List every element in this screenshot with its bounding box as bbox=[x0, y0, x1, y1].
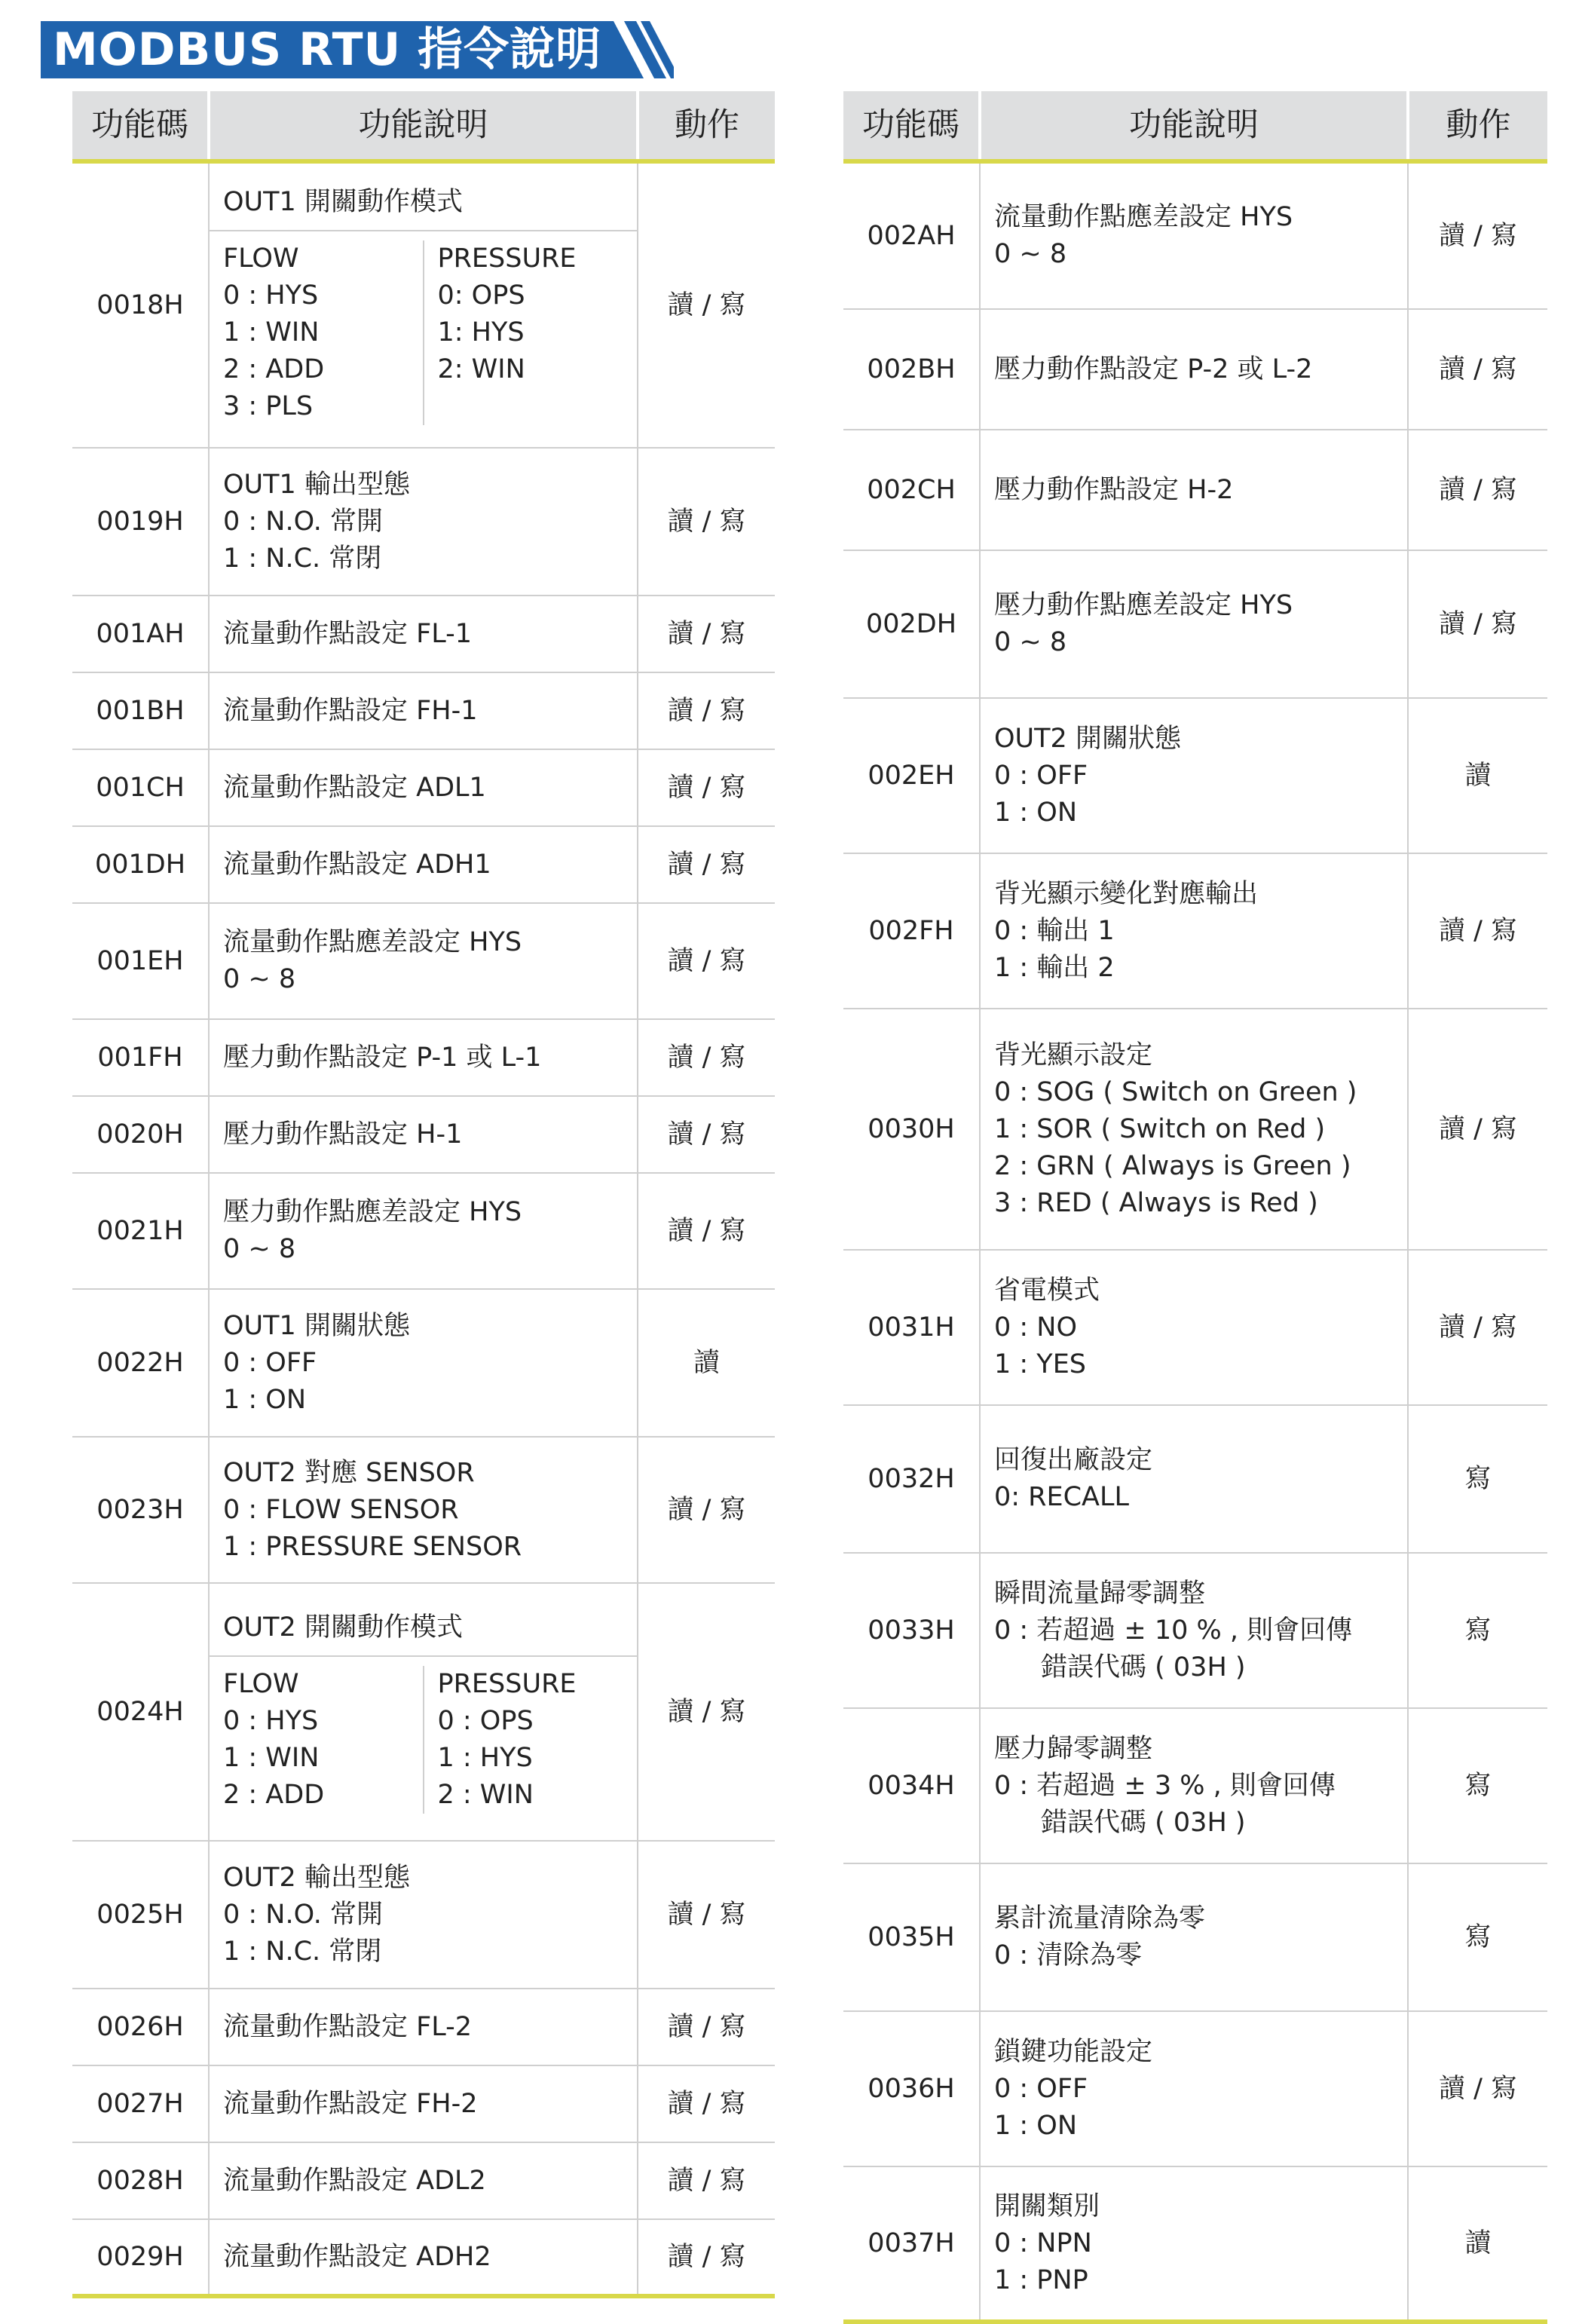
description-line: 累計流量清除為零 bbox=[994, 1903, 1206, 1934]
access-mode: 讀 / 寫 bbox=[1408, 309, 1547, 430]
register-code: 002AH bbox=[843, 161, 980, 309]
description-line: 錯誤代碼 ( 03H ) bbox=[1041, 1807, 1246, 1838]
register-description bbox=[209, 2219, 638, 2296]
register-description bbox=[980, 1405, 1408, 1553]
flow-mode-line: 1 : WIN bbox=[223, 1742, 320, 1773]
access-mode: 寫 bbox=[1408, 1863, 1547, 2011]
description-line: OUT2 對應 SENSOR bbox=[223, 1457, 475, 1488]
description-line: 0 ~ 8 bbox=[994, 627, 1067, 657]
table-header-row bbox=[72, 91, 775, 161]
header-action: 動作 bbox=[638, 91, 775, 161]
description-line: 壓力動作點設定 H-2 bbox=[994, 474, 1234, 505]
description-line: 0 : 若超過 ± 10 % , 則會回傳 bbox=[994, 1615, 1353, 1646]
page-title: MODBUS RTU 指令說明 bbox=[53, 23, 602, 76]
table-row bbox=[72, 1841, 775, 1989]
register-code: 001BH bbox=[72, 672, 209, 749]
register-code: 0037H bbox=[843, 2166, 980, 2322]
register-description bbox=[209, 1437, 638, 1583]
table-row bbox=[843, 1250, 1547, 1405]
table-row bbox=[843, 2011, 1547, 2166]
description-line: 0 : N.O. 常開 bbox=[223, 506, 383, 537]
description-line: 壓力動作點應差設定 HYS bbox=[223, 1197, 522, 1227]
register-description bbox=[209, 448, 638, 596]
table-row bbox=[843, 1863, 1547, 2011]
table-row bbox=[72, 2142, 775, 2219]
access-mode: 讀 / 寫 bbox=[638, 2142, 775, 2219]
table-row bbox=[72, 1583, 775, 1841]
description-line: 省電模式 bbox=[994, 1275, 1100, 1306]
description-line: 流量動作點設定 ADH2 bbox=[223, 2241, 491, 2272]
table-header-row bbox=[843, 91, 1547, 161]
register-description bbox=[980, 698, 1408, 853]
pressure-mode-line: PRESSURE bbox=[437, 243, 577, 274]
mode-options bbox=[210, 231, 637, 437]
register-description bbox=[209, 1841, 638, 1989]
table-row bbox=[72, 1437, 775, 1583]
left-register-table bbox=[72, 91, 775, 2298]
register-description bbox=[980, 853, 1408, 1009]
description-line: 1 : YES bbox=[994, 1349, 1087, 1379]
access-mode: 寫 bbox=[1408, 1405, 1547, 1553]
register-code: 001EH bbox=[72, 903, 209, 1019]
description-line: 流量動作點設定 FL-2 bbox=[223, 2011, 473, 2042]
register-description bbox=[980, 1009, 1408, 1250]
register-code: 002DH bbox=[843, 550, 980, 698]
register-code: 001FH bbox=[72, 1019, 209, 1096]
register-code: 002FH bbox=[843, 853, 980, 1009]
register-description bbox=[209, 2142, 638, 2219]
pressure-mode-column bbox=[424, 1666, 638, 1814]
table-row bbox=[72, 2219, 775, 2296]
description-line: 回復出廠設定 bbox=[994, 1445, 1153, 1475]
table-row bbox=[72, 672, 775, 749]
register-description bbox=[980, 2011, 1408, 2166]
register-description bbox=[209, 596, 638, 672]
access-mode: 讀 / 寫 bbox=[638, 1841, 775, 1989]
register-description bbox=[209, 1173, 638, 1289]
register-code: 0027H bbox=[72, 2065, 209, 2142]
register-description bbox=[980, 309, 1408, 430]
table-row bbox=[72, 826, 775, 903]
table-row bbox=[72, 161, 775, 448]
access-mode: 讀 / 寫 bbox=[638, 749, 775, 826]
register-code: 0030H bbox=[843, 1009, 980, 1250]
description-line: 壓力歸零調整 bbox=[994, 1733, 1153, 1764]
access-mode: 讀 / 寫 bbox=[638, 1437, 775, 1583]
access-mode: 讀 / 寫 bbox=[638, 1173, 775, 1289]
register-description bbox=[209, 672, 638, 749]
register-code: 002BH bbox=[843, 309, 980, 430]
description-line: 0 : OFF bbox=[223, 1347, 317, 1378]
table-row bbox=[72, 596, 775, 672]
register-description bbox=[980, 550, 1408, 698]
table-row bbox=[843, 1405, 1547, 1553]
register-description bbox=[209, 826, 638, 903]
register-code: 0036H bbox=[843, 2011, 980, 2166]
access-mode: 讀 / 寫 bbox=[1408, 430, 1547, 550]
mode-title: OUT2 開關動作模式 bbox=[210, 1599, 637, 1657]
access-mode: 讀 / 寫 bbox=[638, 1989, 775, 2065]
register-code: 001DH bbox=[72, 826, 209, 903]
register-code: 0026H bbox=[72, 1989, 209, 2065]
register-description bbox=[209, 903, 638, 1019]
register-description bbox=[980, 1250, 1408, 1405]
description-line: 流量動作點設定 FL-1 bbox=[223, 618, 473, 649]
title-banner bbox=[41, 21, 674, 78]
table-row bbox=[843, 1009, 1547, 1250]
flow-mode-line: 0 : HYS bbox=[223, 280, 319, 311]
register-description bbox=[980, 1708, 1408, 1863]
access-mode: 讀 / 寫 bbox=[638, 448, 775, 596]
description-line: OUT2 開關狀態 bbox=[994, 723, 1181, 754]
table-row bbox=[843, 853, 1547, 1009]
description-line: 背光顯示變化對應輸出 bbox=[994, 878, 1259, 909]
table-row bbox=[72, 1289, 775, 1437]
pressure-mode-line: 0: OPS bbox=[437, 280, 525, 311]
pressure-mode-line: 1 : HYS bbox=[437, 1742, 533, 1773]
pressure-mode-line: 0 : OPS bbox=[437, 1705, 534, 1736]
register-code: 0022H bbox=[72, 1289, 209, 1437]
description-line: 壓力動作點設定 H-1 bbox=[223, 1119, 463, 1150]
register-code: 0032H bbox=[843, 1405, 980, 1553]
table-row bbox=[843, 550, 1547, 698]
table-row bbox=[843, 1553, 1547, 1708]
register-description bbox=[209, 1989, 638, 2065]
table-row bbox=[72, 1019, 775, 1096]
access-mode: 寫 bbox=[1408, 1708, 1547, 1863]
register-code: 0031H bbox=[843, 1250, 980, 1405]
register-description bbox=[209, 1289, 638, 1437]
description-line: 開關類別 bbox=[994, 2191, 1100, 2221]
access-mode: 讀 bbox=[1408, 698, 1547, 853]
description-line: 0 ~ 8 bbox=[223, 1234, 296, 1264]
description-line: OUT1 輸出型態 bbox=[223, 469, 410, 500]
mode-options bbox=[210, 1657, 637, 1826]
description-line: 1 : N.C. 常閉 bbox=[223, 1936, 382, 1967]
description-line: 0 : SOG ( Switch on Green ) bbox=[994, 1076, 1357, 1107]
description-line: 1 : ON bbox=[223, 1384, 307, 1415]
register-code: 001CH bbox=[72, 749, 209, 826]
access-mode: 讀 / 寫 bbox=[638, 1583, 775, 1841]
pressure-mode-line: 2 : WIN bbox=[437, 1779, 534, 1810]
table-row bbox=[72, 1989, 775, 2065]
register-code: 002CH bbox=[843, 430, 980, 550]
description-line: 0 : FLOW SENSOR bbox=[223, 1494, 459, 1525]
access-mode: 讀 / 寫 bbox=[638, 1019, 775, 1096]
flow-mode-column bbox=[210, 1666, 424, 1814]
flow-mode-line: FLOW bbox=[223, 1668, 299, 1699]
description-line: 瞬間流量歸零調整 bbox=[994, 1578, 1206, 1609]
access-mode: 讀 bbox=[638, 1289, 775, 1437]
register-code: 0018H bbox=[72, 161, 209, 448]
table-row bbox=[72, 903, 775, 1019]
flow-mode-column bbox=[210, 240, 424, 425]
register-description bbox=[209, 2065, 638, 2142]
pressure-mode-column bbox=[424, 240, 638, 425]
access-mode: 讀 / 寫 bbox=[638, 672, 775, 749]
register-code: 0029H bbox=[72, 2219, 209, 2296]
register-description bbox=[209, 161, 638, 448]
description-line: 0 : 若超過 ± 3 % , 則會回傳 bbox=[994, 1770, 1336, 1801]
register-code: 0021H bbox=[72, 1173, 209, 1289]
register-code: 0024H bbox=[72, 1583, 209, 1841]
description-line: 流量動作點應差設定 HYS bbox=[223, 927, 522, 957]
description-line: 0 : NPN bbox=[994, 2228, 1092, 2258]
register-description bbox=[980, 1553, 1408, 1708]
description-line: 0 ~ 8 bbox=[994, 239, 1067, 269]
description-line: 0 : OFF bbox=[994, 2073, 1088, 2104]
access-mode: 讀 / 寫 bbox=[638, 161, 775, 448]
header-description: 功能說明 bbox=[980, 91, 1408, 161]
description-line: 壓力動作點設定 P-2 或 L-2 bbox=[994, 354, 1313, 384]
access-mode: 讀 / 寫 bbox=[1408, 1250, 1547, 1405]
description-line: 流量動作點設定 FH-2 bbox=[223, 2088, 478, 2119]
register-code: 0025H bbox=[72, 1841, 209, 1989]
access-mode: 讀 bbox=[1408, 2166, 1547, 2322]
description-line: OUT1 開關狀態 bbox=[223, 1310, 410, 1341]
access-mode: 讀 / 寫 bbox=[1408, 550, 1547, 698]
header-action: 動作 bbox=[1408, 91, 1547, 161]
header-code: 功能碼 bbox=[843, 91, 980, 161]
register-description bbox=[209, 749, 638, 826]
description-line: 背光顯示設定 bbox=[994, 1040, 1153, 1070]
register-description bbox=[980, 1863, 1408, 2011]
register-code: 0033H bbox=[843, 1553, 980, 1708]
description-line: 1 : N.C. 常閉 bbox=[223, 543, 382, 574]
right-register-table bbox=[843, 91, 1547, 2324]
table-row bbox=[72, 1096, 775, 1173]
description-line: 0 : NO bbox=[994, 1312, 1078, 1343]
register-code: 0020H bbox=[72, 1096, 209, 1173]
description-line: 鎖鍵功能設定 bbox=[994, 2036, 1153, 2067]
register-description bbox=[209, 1583, 638, 1841]
description-line: 0 ~ 8 bbox=[223, 964, 296, 994]
description-line: 流量動作點設定 FH-1 bbox=[223, 695, 478, 726]
description-line: 1 : ON bbox=[994, 797, 1078, 828]
table-row bbox=[843, 309, 1547, 430]
access-mode: 讀 / 寫 bbox=[1408, 853, 1547, 1009]
register-description bbox=[980, 161, 1408, 309]
flow-mode-line: 2 : ADD bbox=[223, 354, 325, 384]
register-code: 0023H bbox=[72, 1437, 209, 1583]
table-row bbox=[843, 430, 1547, 550]
access-mode: 讀 / 寫 bbox=[1408, 2011, 1547, 2166]
description-line: 錯誤代碼 ( 03H ) bbox=[1041, 1652, 1246, 1683]
pressure-mode-line: PRESSURE bbox=[437, 1668, 577, 1699]
register-code: 0035H bbox=[843, 1863, 980, 2011]
header-code: 功能碼 bbox=[72, 91, 209, 161]
table-row bbox=[72, 1173, 775, 1289]
table-row bbox=[843, 2166, 1547, 2322]
register-code: 0028H bbox=[72, 2142, 209, 2219]
pressure-mode-line: 2: WIN bbox=[437, 354, 525, 384]
description-line: 0: RECALL bbox=[994, 1482, 1129, 1512]
description-line: 流量動作點設定 ADL2 bbox=[223, 2165, 486, 2196]
description-line: 流量動作點設定 ADL1 bbox=[223, 772, 486, 803]
access-mode: 讀 / 寫 bbox=[638, 1096, 775, 1173]
access-mode: 讀 / 寫 bbox=[638, 596, 775, 672]
flow-mode-line: 1 : WIN bbox=[223, 317, 320, 348]
register-description bbox=[980, 2166, 1408, 2322]
description-line: 流量動作點應差設定 HYS bbox=[994, 202, 1293, 232]
access-mode: 讀 / 寫 bbox=[1408, 161, 1547, 309]
description-line: 0 : OFF bbox=[994, 760, 1088, 791]
flow-mode-line: 2 : ADD bbox=[223, 1779, 325, 1810]
description-line: OUT2 輸出型態 bbox=[223, 1862, 410, 1893]
table-row bbox=[843, 161, 1547, 309]
register-code: 002EH bbox=[843, 698, 980, 853]
description-line: 1 : SOR ( Switch on Red ) bbox=[994, 1113, 1326, 1144]
description-line: 3 : RED ( Always is Red ) bbox=[994, 1187, 1318, 1218]
flow-mode-line: FLOW bbox=[223, 243, 299, 274]
access-mode: 寫 bbox=[1408, 1553, 1547, 1708]
table-row bbox=[72, 749, 775, 826]
description-line: 流量動作點設定 ADH1 bbox=[223, 849, 491, 880]
description-line: 1 : PRESSURE SENSOR bbox=[223, 1531, 522, 1562]
register-description bbox=[209, 1019, 638, 1096]
description-line: 壓力動作點設定 P-1 或 L-1 bbox=[223, 1042, 542, 1073]
description-line: 2 : GRN ( Always is Green ) bbox=[994, 1150, 1351, 1181]
description-line: 0 : 輸出 1 bbox=[994, 915, 1115, 946]
table-row bbox=[72, 448, 775, 596]
description-line: 1 : PNP bbox=[994, 2264, 1088, 2295]
description-line: 1 : 輸出 2 bbox=[994, 952, 1115, 983]
access-mode: 讀 / 寫 bbox=[638, 826, 775, 903]
header-description: 功能說明 bbox=[209, 91, 638, 161]
flow-mode-line: 0 : HYS bbox=[223, 1705, 319, 1736]
register-description bbox=[980, 430, 1408, 550]
access-mode: 讀 / 寫 bbox=[1408, 1009, 1547, 1250]
access-mode: 讀 / 寫 bbox=[638, 2065, 775, 2142]
register-code: 0019H bbox=[72, 448, 209, 596]
register-code: 0034H bbox=[843, 1708, 980, 1863]
access-mode: 讀 / 寫 bbox=[638, 2219, 775, 2296]
table-row bbox=[843, 698, 1547, 853]
pressure-mode-line: 1: HYS bbox=[437, 317, 525, 348]
table-row bbox=[72, 2065, 775, 2142]
description-line: 1 : ON bbox=[994, 2110, 1078, 2141]
flow-mode-line: 3 : PLS bbox=[223, 391, 314, 421]
access-mode: 讀 / 寫 bbox=[638, 903, 775, 1019]
description-line: 0 : 清除為零 bbox=[994, 1940, 1143, 1970]
description-line: 壓力動作點應差設定 HYS bbox=[994, 590, 1293, 620]
table-row bbox=[843, 1708, 1547, 1863]
description-line: 0 : N.O. 常開 bbox=[223, 1899, 383, 1930]
register-description bbox=[209, 1096, 638, 1173]
mode-title: OUT1 開關動作模式 bbox=[210, 173, 637, 231]
register-code: 001AH bbox=[72, 596, 209, 672]
